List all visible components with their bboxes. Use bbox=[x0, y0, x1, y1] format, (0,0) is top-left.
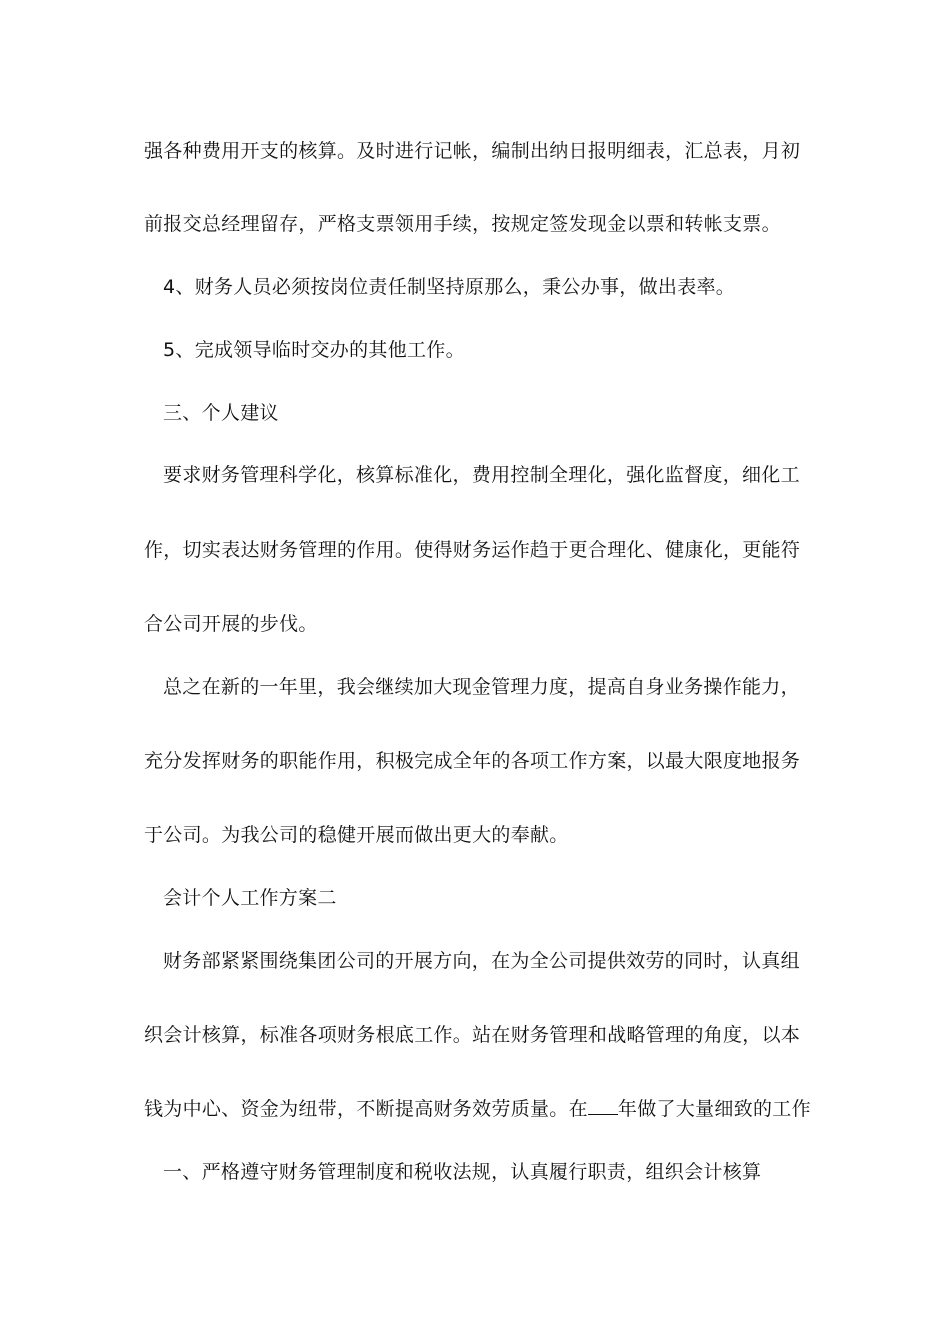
paragraph-line-9: 总之在新的一年里，我会继续加大现金管理力度，提高自身业务操作能力， bbox=[163, 676, 800, 698]
paragraph-line-8: 合公司开展的步伐。 bbox=[144, 613, 318, 635]
paragraph-line-6: 要求财务管理科学化，核算标准化，费用控制全理化，强化监督度，细化工 bbox=[163, 464, 800, 486]
paragraph-line-13: 财务部紧紧围绕集团公司的开展方向，在为全公司提供效劳的同时，认真组 bbox=[163, 950, 800, 972]
section-title-plan-two: 会计个人工作方案二 bbox=[163, 887, 337, 909]
section-heading-one: 一、严格遵守财务管理制度和税收法规，认真履行职责，组织会计核算 bbox=[163, 1161, 762, 1183]
paragraph-line-14: 织会计核算，标准各项财务根底工作。站在财务管理和战略管理的角度，以本 bbox=[144, 1024, 801, 1046]
list-item-5: 5、完成领导临时交办的其他工作。 bbox=[163, 339, 465, 361]
paragraph-line-10: 充分发挥财务的职能作用，积极完成全年的各项工作方案，以最大限度地报务 bbox=[144, 750, 801, 772]
paragraph-line-15 bbox=[144, 1096, 811, 1122]
paragraph-line-1: 强各种费用开支的核算。及时进行记帐，编制出纳日报明细表，汇总表，月初 bbox=[144, 140, 801, 162]
paragraph-line-7: 作，切实表达财务管理的作用。使得财务运作趋于更合理化、健康化，更能符 bbox=[144, 539, 801, 561]
paragraph-line-2: 前报交总经理留存，严格支票领用手续，按规定签发现金以票和转帐支票。 bbox=[144, 213, 781, 235]
paragraph-line-15-part-1: 钱为中心、资金为纽带，不断提高财务效劳质量。在 bbox=[144, 1098, 588, 1120]
paragraph-line-15-part-2: 年做了大量细致的工作 bbox=[617, 1098, 811, 1120]
paragraph-line-11: 于公司。为我公司的稳健开展而做出更大的奉献。 bbox=[144, 824, 569, 846]
list-item-4: 4、财务人员必须按岗位责任制坚持原那么，秉公办事，做出表率。 bbox=[163, 276, 736, 298]
section-heading-personal-suggestions: 三、个人建议 bbox=[163, 402, 279, 424]
year-blank bbox=[588, 1096, 618, 1115]
